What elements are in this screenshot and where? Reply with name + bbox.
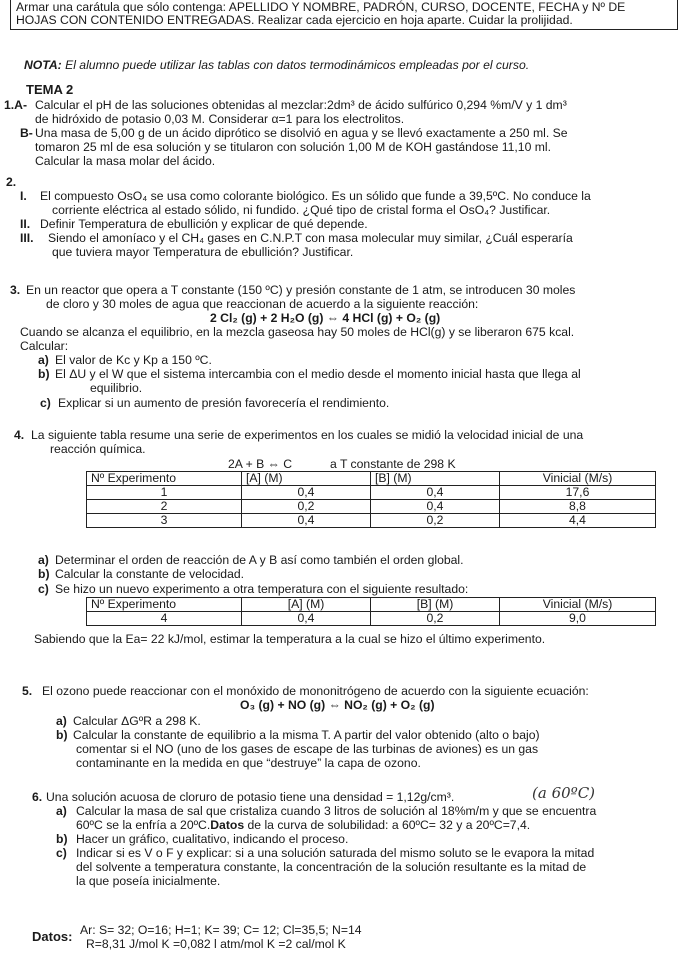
table-header-row	[87, 598, 656, 612]
q6-c-line-1: Indicar si es V o F y explicar: si a una solución saturada del mismo soluto se le evapora la mitad	[76, 846, 595, 860]
table-cell: 0,4	[242, 514, 371, 528]
q4-table-2	[86, 597, 656, 626]
table-cell: 0,4	[371, 486, 500, 500]
q5-a-label: a)	[56, 714, 67, 728]
table-cell: 0,2	[242, 500, 371, 514]
datos-line-2: R=8,31 J/mol K =0,082 l atm/mol K =2 cal/mol K	[86, 937, 346, 951]
q4-line-2: reacción química.	[50, 442, 146, 456]
q6-c-line-2: del solvente a temperatura constante, la concentración de la solución resultante es la mitad de	[76, 860, 587, 874]
q3-line-3: Cuando se alcanza el equilibrio, en la mezcla gaseosa hay 50 moles de HCl(g) y se liberaron 675 kcal.	[20, 325, 575, 339]
table-header-cell: Nº Experimento	[87, 598, 242, 612]
table-cell: 4,4	[500, 514, 656, 528]
q2-ii-label: II.	[20, 217, 31, 231]
table-header-cell: [A] (M)	[242, 472, 371, 486]
q6-c-label: c)	[56, 846, 67, 860]
q5-b-line-1: Calcular la constante de equilibrio a la misma T. A partir del valor obtenido (alto o bajo)	[73, 728, 540, 742]
q4-b-label: b)	[38, 567, 50, 581]
q3-reaction: 2 Cl₂ (g) + 2 H₂O (g) ⇔ 4 HCl (g) + O₂ (g)	[210, 311, 441, 325]
q4-line-1: La siguiente tabla resume una serie de experimentos en los cuales se midió la velocidad inicial de una	[31, 428, 584, 442]
q6-b-text: Hacer un gráfico, cualitativo, indicando el proceso.	[76, 832, 349, 846]
q2-i-label: I.	[20, 189, 27, 203]
note-text: El alumno puede utilizar las tablas con datos termodinámicos empleadas por el curso.	[65, 58, 530, 72]
q4-a-label: a)	[38, 553, 49, 567]
q5-a-text: Calcular ΔGºR a 298 K.	[73, 714, 201, 728]
q6-handwritten-note: (a 60ºC)	[532, 784, 596, 802]
q3-line-2: de cloro y 30 moles de agua que reaccionan de acuerdo a la siguiente reacción:	[46, 297, 479, 311]
q6-b-label: b)	[56, 832, 68, 846]
tema-title: TEMA 2	[26, 82, 74, 97]
table-row	[87, 612, 656, 626]
q5-reaction: O₃ (g) + NO (g) ⇔ NO₂ (g) + O₂ (g)	[240, 698, 435, 712]
table-cell: 17,6	[500, 486, 656, 500]
q5-b-label: b)	[56, 728, 68, 742]
q1-b-line-3: Calcular la masa molar del ácido.	[35, 154, 216, 168]
table-cell: 0,4	[371, 500, 500, 514]
instructions-line-1: Armar una carátula que sólo contenga: APELLIDO Y NOMBRE, PADRÓN, CURSO, DOCENTE, FECHA y Nº DE	[16, 0, 626, 14]
table-cell: 3	[87, 514, 242, 528]
q3-b-line-2: equilibrio.	[90, 381, 143, 395]
q4-final: Sabiendo que la Ea= 22 kJ/mol, estimar la temperatura a la cual se hizo el último experimento.	[34, 632, 546, 646]
q2-i-line-1: El compuesto OsO₄ se usa como colorante biológico. Es un sólido que funde a 39,5ºC. No conduce la	[40, 189, 591, 203]
q3-b-line-1: El ΔU y el W que el sistema intercambia con el medio desde el momento inicial hasta que llega al	[55, 367, 581, 381]
q2-i-line-2: corriente eléctrica al estado sólido, ni fundido. ¿Qué tipo de cristal forma el OsO₄? Justificar.	[52, 203, 551, 217]
table-cell: 4	[87, 612, 242, 626]
table-header-cell: Vinicial (M/s)	[500, 598, 656, 612]
q2-iii-line-2: que tuviera mayor Temperatura de ebullición? Justificar.	[52, 245, 354, 259]
table-cell: 9,0	[500, 612, 656, 626]
table-cell: 0,4	[242, 486, 371, 500]
q3-b-label: b)	[38, 367, 50, 381]
table-header-cell: [A] (M)	[242, 598, 371, 612]
table-cell: 0,2	[371, 514, 500, 528]
q6-datos-label: Datos	[210, 818, 245, 832]
q6-c-line-3: la que poseía inicialmente.	[76, 874, 221, 888]
q6-number: 6.	[32, 790, 43, 804]
q3-c-text: Explicar si un aumento de presión favorecería el rendimiento.	[58, 396, 390, 410]
q3-c-label: c)	[40, 396, 51, 410]
table-header-cell: [B] (M)	[371, 598, 500, 612]
q5-b-line-2: comentar si el NO (uno de los gases de escape de las turbinas de aviones) es un gas	[76, 742, 539, 756]
table-cell: 8,8	[500, 500, 656, 514]
datos-line-1: Ar: S= 32; O=16; H=1; K= 39; C= 12; Cl=35,5; N=14	[80, 923, 362, 937]
note-label: NOTA:	[24, 58, 62, 72]
q6-a-line-2-start: 60ºC se la enfría a 20ºC.	[76, 818, 211, 832]
q4-temperature: a T constante de 298 K	[330, 457, 456, 471]
q1-b-line-1: Una masa de 5,00 g de un ácido diprótico se disolvió en agua y se llevó exactamente a 250 ml. Se	[35, 126, 568, 140]
q2-iii-label: III.	[20, 231, 34, 245]
q2-number: 2.	[6, 175, 17, 189]
q4-c-text: Se hizo un nuevo experimento a otra temperatura con el siguiente resultado:	[55, 582, 469, 596]
q5-line-1: El ozono puede reaccionar con el monóxido de mononitrógeno de acuerdo con la siguiente ecuación:	[42, 684, 589, 698]
table-row	[87, 486, 656, 500]
q3-line-4: Calcular:	[20, 339, 69, 353]
q3-a-label: a)	[38, 353, 49, 367]
q5-b-line-3: contaminante en la medida en que “destruye” la capa de ozono.	[76, 756, 421, 770]
q4-table-1	[86, 471, 656, 528]
q1-a-line-2: de hidróxido de potasio 0,03 M. Considerar α=1 para los electrolitos.	[35, 112, 405, 126]
table-header-cell: Nº Experimento	[87, 472, 242, 486]
table-cell: 0,2	[371, 612, 500, 626]
q6-a-line-2	[76, 818, 530, 832]
q4-a-text: Determinar el orden de reacción de A y B así como también el orden global.	[55, 553, 464, 567]
q2-iii-line-1: Siendo el amoníaco y el CH₄ gases en C.N.P.T con masa molecular muy similar, ¿Cuál esperaría	[48, 231, 573, 245]
q1-b-line-2: tomaron 25 ml de esa solución y se titularon con solución 1,00 M de KOH gastándose 11,10 ml.	[35, 140, 551, 154]
q3-a-text: El valor de Kc y Kp a 150 ºC.	[55, 353, 212, 367]
table-cell: 0,4	[242, 612, 371, 626]
q4-c-label: c)	[38, 582, 49, 596]
instructions-line-2: HOJAS CON CONTENIDO ENTREGADAS. Realizar cada ejercicio en hoja aparte. Cuidar la prolijidad.	[16, 13, 573, 27]
q6-a-label: a)	[56, 804, 67, 818]
q6-a-line-2-end: de la curva de solubilidad: a 60ºC= 32 y a 20ºC=7,4.	[244, 818, 531, 832]
note	[24, 58, 529, 72]
table-cell: 2	[87, 500, 242, 514]
table-header-cell: Vinicial (M/s)	[500, 472, 656, 486]
q6-a-line-1: Calcular la masa de sal que cristaliza cuando 3 litros de solución al 18%m/m y que se encuentra	[76, 804, 597, 818]
q6-line-1: Una solución acuosa de cloruro de potasio tiene una densidad = 1,12g/cm³.	[46, 790, 455, 804]
table-cell: 1	[87, 486, 242, 500]
table-row	[87, 514, 656, 528]
table-row	[87, 500, 656, 514]
q5-number: 5.	[22, 684, 33, 698]
table-header-cell: [B] (M)	[371, 472, 500, 486]
q3-number: 3.	[10, 283, 21, 297]
q4-b-text: Calcular la constante de velocidad.	[55, 567, 245, 581]
table-header-row	[87, 472, 656, 486]
q4-equation: 2A + B ⇔ C	[228, 457, 293, 471]
q1-number: 1.A-	[4, 98, 28, 112]
datos-label: Datos:	[32, 929, 73, 944]
q1-b-label: B-	[20, 126, 33, 140]
q3-line-1: En un reactor que opera a T constante (150 ºC) y presión constante de 1 atm, se introducen 30 moles	[26, 283, 576, 297]
q2-ii-line-1: Definir Temperatura de ebullición y explicar de qué depende.	[40, 217, 368, 231]
q1-a-line-1: Calcular el pH de las soluciones obtenidas al mezclar:2dm³ de ácido sulfúrico 0,294 %m/V y 1 dm³	[35, 98, 567, 112]
q4-number: 4.	[14, 428, 25, 442]
